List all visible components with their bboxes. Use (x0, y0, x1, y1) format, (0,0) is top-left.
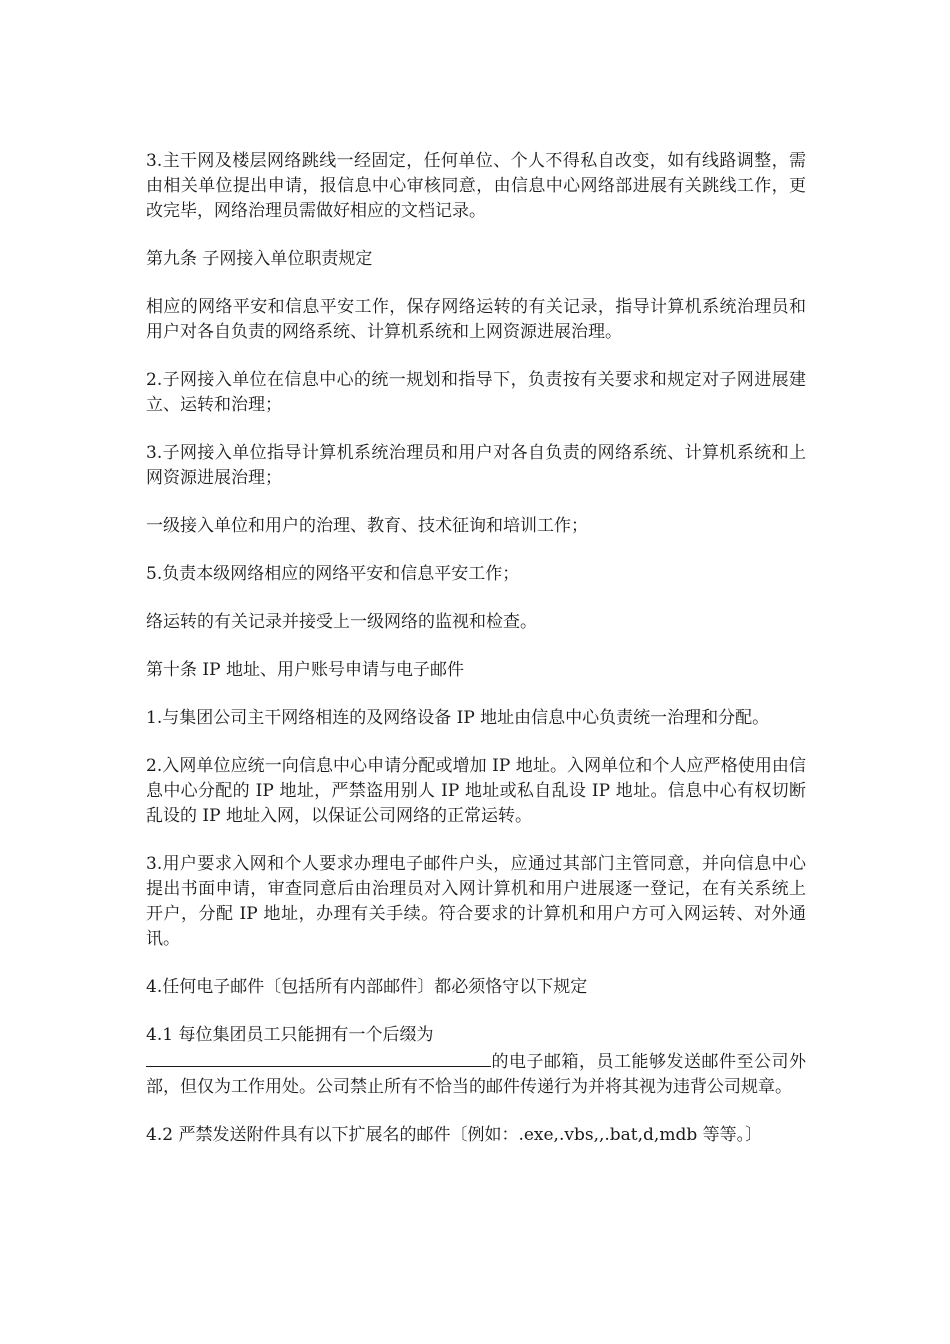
heading-article-10: 第十条 IP 地址、用户账号申请与电子邮件 (146, 660, 464, 680)
paragraph-security-duties: 相应的网络平安和信息平安工作，保存网络运转的有关记录，指导计算机系统治理员和用户对各自负责的网络系统、计算机系统和上网资源进展治理。 (146, 297, 806, 342)
paragraph-email-rules: 4.任何电子邮件〔包括所有内部邮件〕都必须恪守以下规定 (146, 977, 588, 997)
paragraph-records-inspection: 络运转的有关记录并接受上一级网络的监视和检查。 (146, 612, 537, 632)
paragraph-email-suffix (146, 1023, 806, 1100)
paragraph-subnet-planning: 2.子网接入单位在信息中心的统一规划和指导下，负责按有关要求和规定对子网进展建立、运转和治理； (146, 370, 806, 415)
paragraph-jumper-rules: 3.主干网及楼层网络跳线一经固定，任何单位、个人不得私自改变，如有线路调整，需由相关单位提出申请，报信息中心审核同意，由信息中心网络部进展有关跳线工作，更改完毕，网络治理员需做好相应的文档记录。 (146, 151, 806, 221)
paragraph-ip-allocation: 2.入网单位应统一向信息中心申请分配或增加 IP 地址。入网单位和个人应严格使用由信息中心分配的 IP 地址，严禁盗用别人 IP 地址或私自乱设 IP 地址。信息中心有权切断乱设的 IP 地址入网，以保证公司网络的正常运转。 (146, 756, 806, 826)
paragraph-local-security: 5.负责本级网络相应的网络平安和信息平安工作； (146, 564, 520, 584)
paragraph-user-training: 一级接入单位和用户的治理、教育、技术征询和培训工作； (146, 516, 588, 536)
email-suffix-rest: 的电子邮箱，员工能够发送邮件至公司外部，但仅为工作用处。公司禁止所有不恰当的邮件传递行为并将其视为违背公司规章。 (146, 1052, 806, 1097)
paragraph-ip-management: 1.与集团公司主干网络相连的及网络设备 IP 地址由信息中心负责统一治理和分配。 (146, 708, 770, 728)
heading-article-9: 第九条 子网接入单位职责规定 (146, 249, 373, 269)
document-body (146, 149, 806, 1171)
paragraph-attachment-ban: 4.2 严禁发送附件具有以下扩展名的邮件〔例如：.exe,.vbs,,.bat,d,mdb 等等。〕 (146, 1125, 763, 1145)
paragraph-account-application: 3.用户要求入网和个人要求办理电子邮件户头，应通过其部门主管同意，并向信息中心提出书面申请，审查同意后由治理员对入网计算机和用户进展逐一登记，在有关系统上开户，分配 IP 地址，办理有关手续。符合要求的计算机和用户方可入网运转、对外通讯。 (146, 854, 806, 949)
paragraph-subnet-guidance: 3.子网接入单位指导计算机系统治理员和用户对各自负责的网络系统、计算机系统和上网资源进展治理； (146, 443, 806, 488)
email-suffix-lead: 4.1 每位集团员工只能拥有一个后缀为 (146, 1025, 434, 1045)
fill-in-blank-line (146, 1048, 491, 1067)
